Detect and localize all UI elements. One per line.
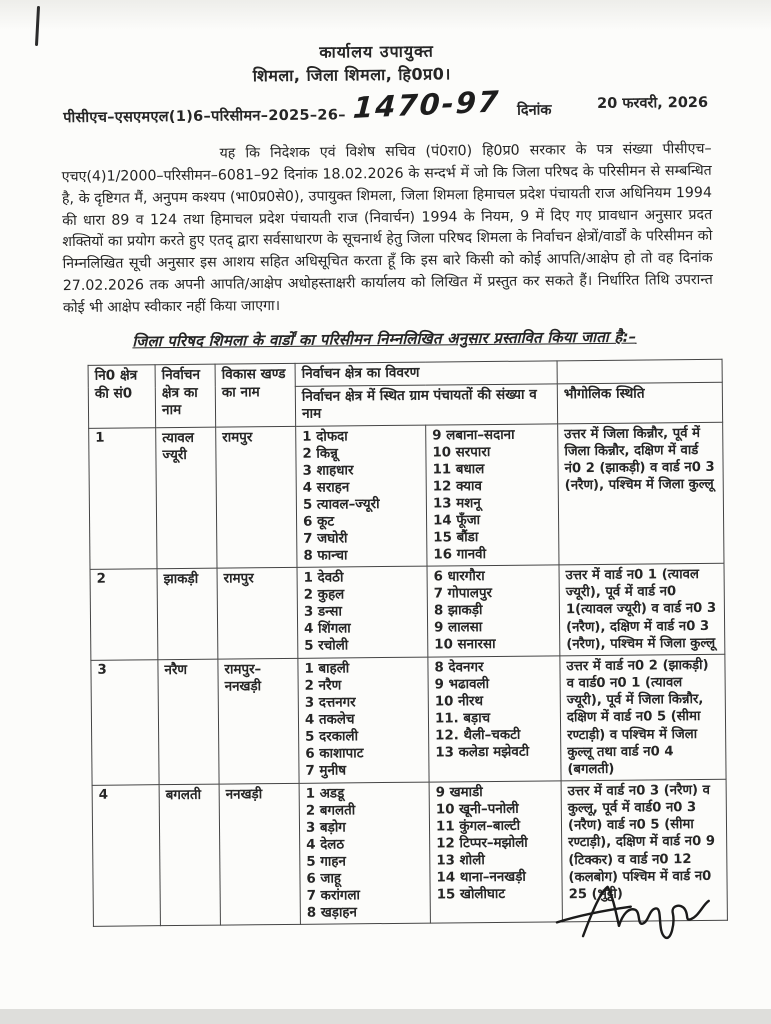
panchayat-list-right-cell: 9 खमाडी 10 खूनी–पनोली 11 कुंगल–बाल्टी 12 टिप्पर–मझोली 13 शोली 14 थाना–ननखड़ी 15 खोलीघाट [429,781,562,923]
header-geographic-position: भौगोलिक स्थिति [557,382,722,424]
header-ward-number: नि0 क्षेत्र की सं0 [88,365,156,429]
panchayat-list-left-cell: 1 देवठी 2 कुहल 3 डन्सा 4 शिंगला 5 रचोली [297,566,428,658]
block-name-cell: रामपुर [216,426,297,568]
scan-bottom-edge [0,1009,771,1024]
panchayat-list-right-cell: 6 धारगौरा 7 गोपालपुर 8 झाकड़ी 9 लालसा 10 सनारसा [427,565,560,657]
ward-number-cell: 1 [89,428,157,570]
ward-number-cell: 4 [92,785,160,927]
panchayat-list-left-cell: 1 बाहली 2 नरैण 3 दत्तनगर 4 तकलेच 5 दरकाली 6 काशापाट 7 मुनीष [298,657,429,783]
signature-scrawl [553,879,724,959]
constituency-name-cell: झाकड़ी [157,568,218,659]
reference-number: पीसीएच–एसएमएल(1)6–परिसीमन–2025–26– [63,107,346,127]
table-row [89,422,724,569]
block-name-cell: रामपुर–ननखड़ी [218,658,299,784]
panchayat-list-left-cell: 1 दोफदा 2 किन्नू 3 शाहधार 4 सराहन 5 त्यावल–ज्यूरी 6 कूट 7 जघोरी 8 फान्चा [296,425,427,567]
office-title: कार्यालय उपायुक्त [319,41,434,62]
geographic-position-cell: उत्तर में जिला किन्नौर, पूर्व में जिला किन्नौर, दक्षिण में वार्ड नं0 2 (झाकड़ी) व वार्ड न0 3 (नरैण), पश्चिम में जिला कुल्लू [558,422,724,565]
ward-number-cell: 2 [90,569,158,660]
panchayat-list-left-cell: 1 अडडू 2 बगलती 3 बड़ोग 4 देलठ 5 गाहन 6 जाहू 7 करांगला 8 खड़ाहन [299,782,430,924]
header-block-name: विकास खण्ड का नाम [215,363,296,427]
header-empty-cell [557,359,722,383]
date-value: 20 फरवरी, 2026 [596,94,709,112]
ward-number-cell: 3 [91,660,159,786]
office-address: शिमला, जिला शिमला, हि0प्र0। [252,64,451,86]
table-heading: जिला परिषद शिमला के वार्डों का परिसीमन निम्नलिखित अनुसार प्रस्तावित किया जाता है:– [132,327,637,351]
constituency-name-cell: बगलती [159,784,220,926]
ward-table-body [89,422,728,926]
geographic-position-cell: उत्तर में वार्ड न0 3 (नरैण) व कुल्लू, पूर्व में वार्ड0 न0 3 (नरैण) वार्ड न0 5 (सीमा रण्टाड़ी), दक्षिण में वार्ड न0 9 (टिक्कर) व वार्ड न0 12 (कलबोग) पश्चिम में वार्ड न0 25 (भुट्टी) [561,779,727,922]
header-panchayat-list: निर्वाचन क्षेत्र में स्थित ग्राम पंचायतों की संख्या व नाम [295,384,557,427]
block-name-cell: ननखड़ी [219,783,300,925]
constituency-name-cell: नरैण [158,659,219,785]
notification-paragraph: यह कि निदेशक एवं विशेष सचिव (पं0रा0) हि0प्र0 सरकार के पत्र संख्या पीसीएच–एचए(4)1/2000–परिसीमन–6081–92 दिनांक 18.02.2026 के सन्दर्भ में जो कि जिला परिषद के परिसीमन से सम्बन्धित है, के दृष्टिगत मैं, अनुपम कश्यप (भा0प्र0से0), उपायुक्त शिमला, जिला शिमला हिमाचल प्रदेश पंचायती राज अधिनियम 1994 की धारा 89 व 124 तथा हिमाचल प्रदेश पंचायती राज (निवार्चन) 1994 के नियम, 9 में दिए गए प्रावधान अनुसार प्रदत शक्तियों का प्रयोग करते हुए एतद् द्वारा सर्वसाधारण के सूचनार्थ हेतु जिला परिषद शिमला के निर्वाचन क्षेत्रों/वार्डों के परिसीमन को निम्नलिखित सूची अनुसार इस आशय सहित अधिसूचित करता हूँ कि इस बारे किसी को कोई आपति/आक्षेप हो तो वह दिनांक 27.02.2026 तक अपनी आपति/आक्षेप अधोहस्ताक्षरी कार्यालय को लिखित में प्रस्तुत कर सकते हैं। निर्धारित तिथि उपरान्त कोई भी आक्षेप स्वीकार नहीं किया जाएगा। [61,140,713,317]
header-constituency-name: निर्वाचन क्षेत्र का नाम [155,364,216,428]
table-row [91,654,726,785]
constituency-name-cell: त्यावल ज्यूरी [156,427,217,569]
handwritten-dispatch-number: 1470-97 [352,84,502,125]
geographic-position-cell: उत्तर में वार्ड न0 1 (त्यावल ज्यूरी), पूर्व में वार्ड न0 1(त्यावल ज्यूरी) व वार्ड न0 3 (नरैण), दक्षिण में वार्ड न0 3 (नरैण), पश्चिम में जिला कुल्लू [559,563,725,655]
panchayat-list-right-cell: 8 देवनगर 9 भढावली 10 नीरथ 11. बड़ाच 12. थैली–चकटी 13 कलेडा मझेवटी [428,656,561,782]
geographic-position-cell: उत्तर में वार्ड न0 2 (झाकड़ी) व वार्ड0 न0 1 (त्यावल ज्यूरी), पूर्व में जिला किन्नौर, दक्षिण में वार्ड न0 5 (सीमा रण्टाड़ी) व पश्चिम में जिला कुल्लू तथा वार्ड न0 4 (बगलती) [560,654,726,781]
date-label: दिनांक [517,102,552,119]
header-constituency-detail: निर्वाचन क्षेत्र का विवरण [295,361,557,386]
block-name-cell: रामपुर [217,567,298,659]
panchayat-list-right-cell: 9 लबाना–सदाना 10 सरपारा 11 बधाल 12 क्याव 13 मशनू 14 फूँजा 15 बौंडा 16 गानवी [426,424,559,566]
ward-delimitation-table [88,359,728,927]
table-row [90,563,725,660]
